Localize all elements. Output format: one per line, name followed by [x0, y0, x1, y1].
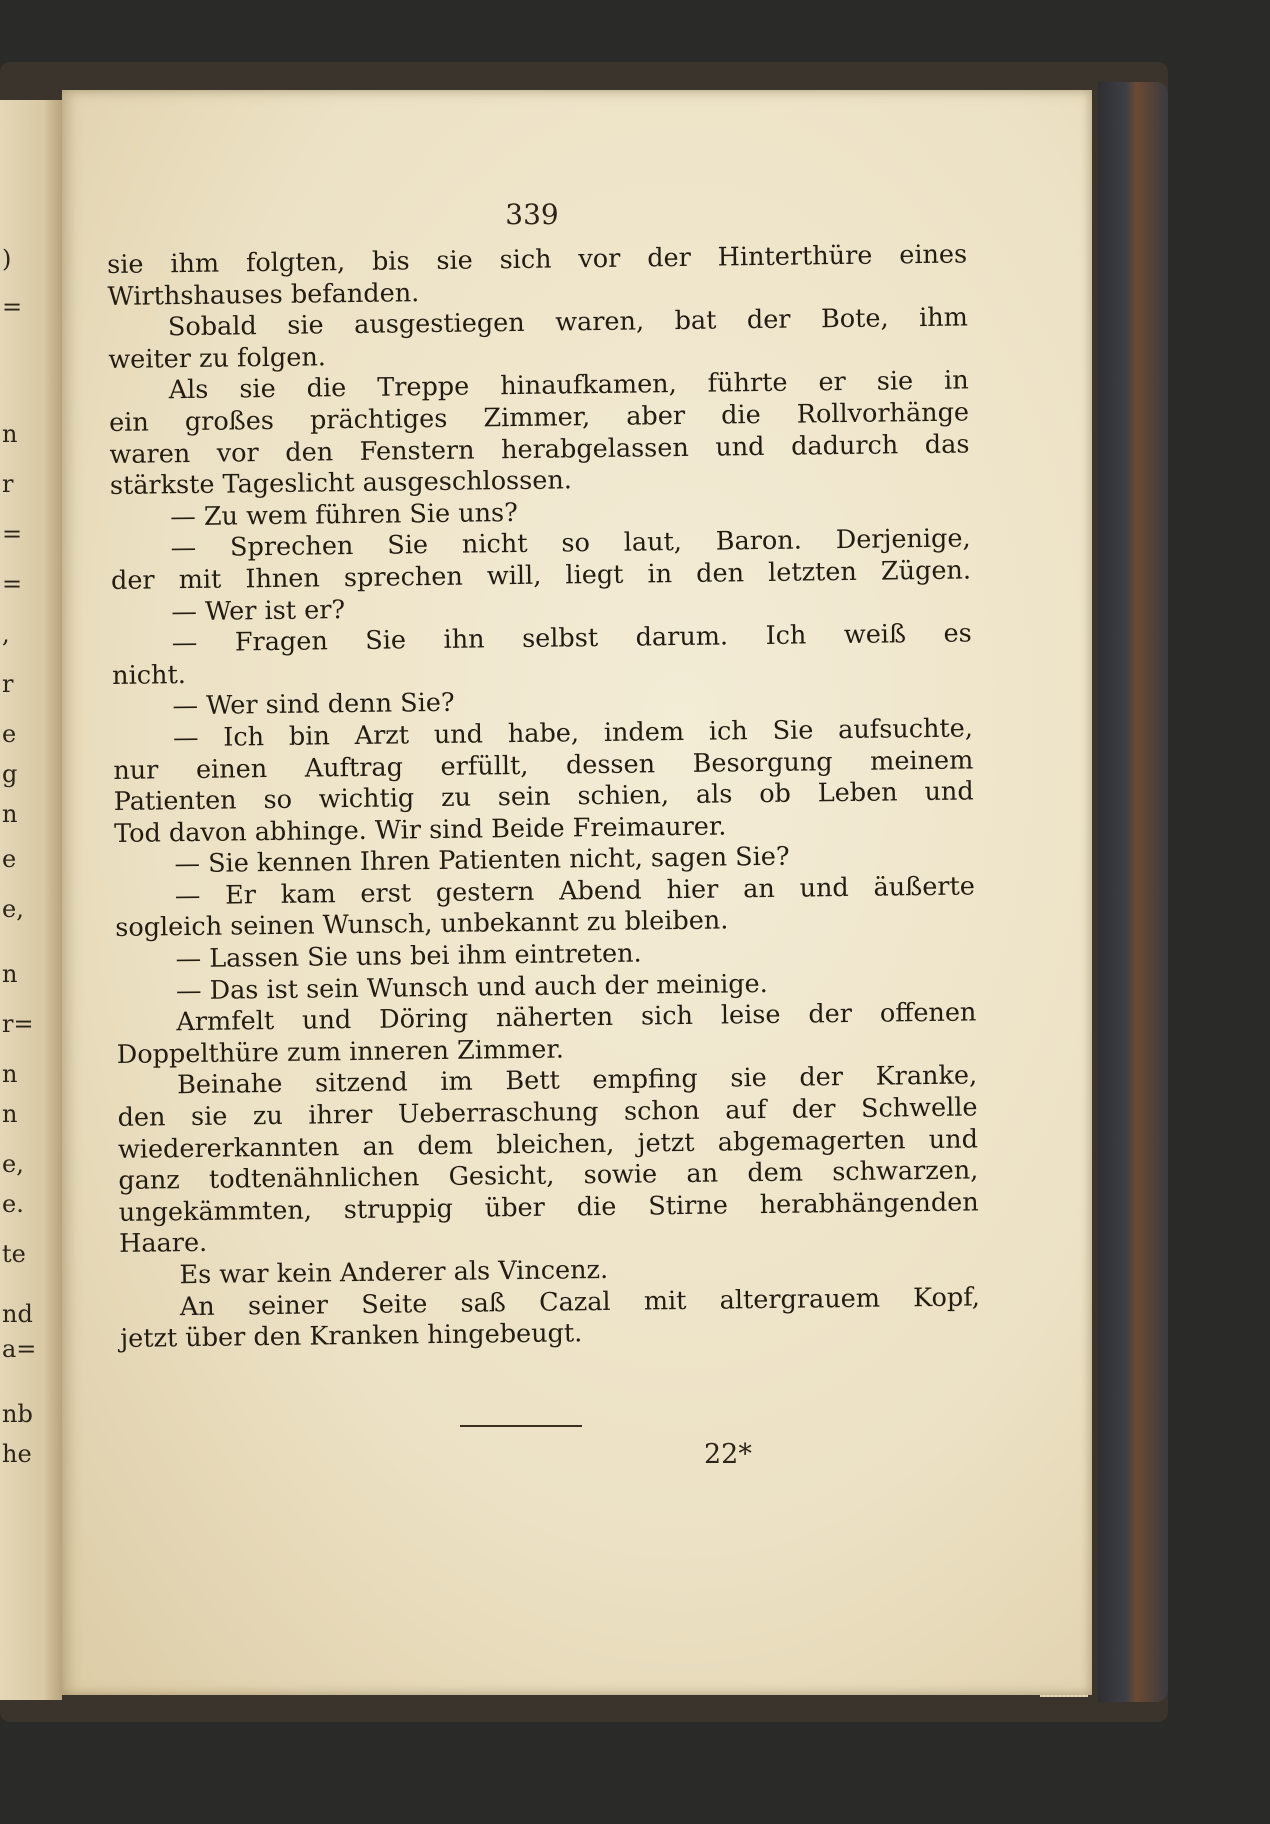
- book-page: [62, 90, 1092, 1695]
- text-line: nicht.: [112, 659, 187, 691]
- text-line: — Wer ist er?: [171, 594, 346, 627]
- text-line: — Wer sind denn Sie?: [172, 688, 455, 722]
- left-page-text-fragment: e.: [2, 1190, 24, 1218]
- text-line: — Zu wem führen Sie uns?: [170, 497, 519, 532]
- book-cover-edge: [1098, 82, 1168, 1702]
- book: [0, 62, 1168, 1722]
- section-rule: [460, 1425, 582, 1427]
- text-line: ungekämmten, struppig über die Stirne herabhängenden: [118, 1187, 979, 1228]
- left-page-text-fragment: he: [2, 1440, 32, 1468]
- left-page-text-fragment: ,: [2, 620, 10, 648]
- left-page-text-fragment: n: [2, 420, 18, 448]
- page-text: [107, 239, 980, 1355]
- text-line: weiter zu folgen.: [108, 342, 327, 375]
- text-line: den sie zu ihrer Ueberraschung schon auf der Schwelle: [117, 1092, 978, 1133]
- text-line: — Sie kennen Ihren Patienten nicht, sagen Sie?: [174, 841, 790, 880]
- text-line: — Ich bin Arzt und habe, indem ich Sie aufsuchte,: [172, 713, 974, 754]
- left-page-text-fragment: g: [2, 760, 18, 788]
- text-line: Haare.: [118, 1228, 208, 1260]
- page-number: 339: [505, 198, 559, 231]
- text-line: Wirthshauses befanden.: [107, 277, 420, 312]
- text-line: Tod davon abhinge. Wir sind Beide Freimaurer.: [113, 811, 727, 849]
- left-page-text-fragment: e,: [2, 1150, 24, 1178]
- left-page-text-fragment: ): [2, 245, 12, 273]
- text-line: stärkste Tageslicht ausgeschlossen.: [109, 465, 573, 502]
- left-page-fragment: [0, 100, 62, 1700]
- left-page-text-fragment: te: [2, 1240, 26, 1268]
- text-line: Beinahe sitzend im Bett empfing sie der Kranke,: [177, 1060, 978, 1101]
- text-line: ganz todtenähnlichen Gesicht, sowie an dem schwarzen,: [118, 1155, 979, 1197]
- text-line: Armfelt und Döring näherten sich leise der offenen: [176, 997, 977, 1038]
- text-line: — Er kam erst gestern Abend hier an und äußerte: [174, 871, 976, 912]
- left-page-text-fragment: r=: [2, 1010, 34, 1038]
- left-page-text-fragment: =: [2, 520, 23, 548]
- text-line: Es war kein Anderer als Vincenz.: [179, 1254, 609, 1291]
- text-line: nur einen Auftrag erfüllt, dessen Besorgung meinem: [113, 744, 974, 786]
- left-page-text-fragment: n: [2, 800, 18, 828]
- text-line: waren vor den Fenstern herabgelassen und dadurch das: [109, 429, 970, 470]
- text-line: sie ihm folgten, bis sie sich vor der Hinterthüre eines: [107, 239, 968, 280]
- text-line: wiedererkannten an dem bleichen, jetzt abgemagerten und: [117, 1124, 979, 1165]
- text-line: sogleich seinen Wunsch, unbekannt zu bleiben.: [115, 905, 729, 944]
- text-line: — Sprechen Sie nicht so laut, Baron. Derjenige,: [170, 523, 971, 564]
- left-page-text-fragment: e,: [2, 895, 24, 923]
- left-page-text-fragment: n: [2, 1100, 18, 1128]
- text-line: ein großes prächtiges Zimmer, aber die Rollvorhänge: [108, 397, 970, 438]
- left-page-text-fragment: a=: [2, 1335, 37, 1363]
- text-line: Als sie die Treppe hinaufkamen, führte er sie in: [168, 365, 969, 406]
- left-page-text-fragment: nb: [2, 1400, 33, 1428]
- left-page-text-fragment: e: [2, 845, 17, 873]
- left-page-text-fragment: =: [2, 570, 23, 598]
- text-line: — Das ist sein Wunsch und auch der meinige.: [175, 968, 768, 1006]
- text-line: Patienten so wichtig zu sein schien, als ob Leben und: [113, 776, 974, 818]
- text-line: Doppelthüre zum inneren Zimmer.: [116, 1034, 565, 1070]
- left-page-text-fragment: =: [2, 293, 23, 321]
- text-line: — Lassen Sie uns bei ihm eintreten.: [175, 938, 642, 975]
- text-line: Sobald sie ausgestiegen waren, bat der Bote, ihm: [167, 302, 969, 343]
- text-line: der mit Ihnen sprechen will, liegt in den letzten Zügen.: [110, 555, 972, 596]
- left-page-text-fragment: r: [2, 470, 14, 498]
- left-page-text-fragment: nd: [2, 1300, 33, 1328]
- left-page-text-fragment: r: [2, 670, 14, 698]
- text-line: jetzt über den Kranken hingebeugt.: [120, 1318, 583, 1355]
- left-page-text-fragment: n: [2, 1060, 18, 1088]
- left-page-text-fragment: n: [2, 960, 18, 988]
- text-line: — Fragen Sie ihn selbst darum. Ich weiß es: [171, 618, 972, 659]
- text-line: An seiner Seite saß Cazal mit altergrauem Kopf,: [179, 1282, 981, 1322]
- left-page-text-fragment: e: [2, 720, 17, 748]
- signature-mark: 22*: [704, 1439, 752, 1470]
